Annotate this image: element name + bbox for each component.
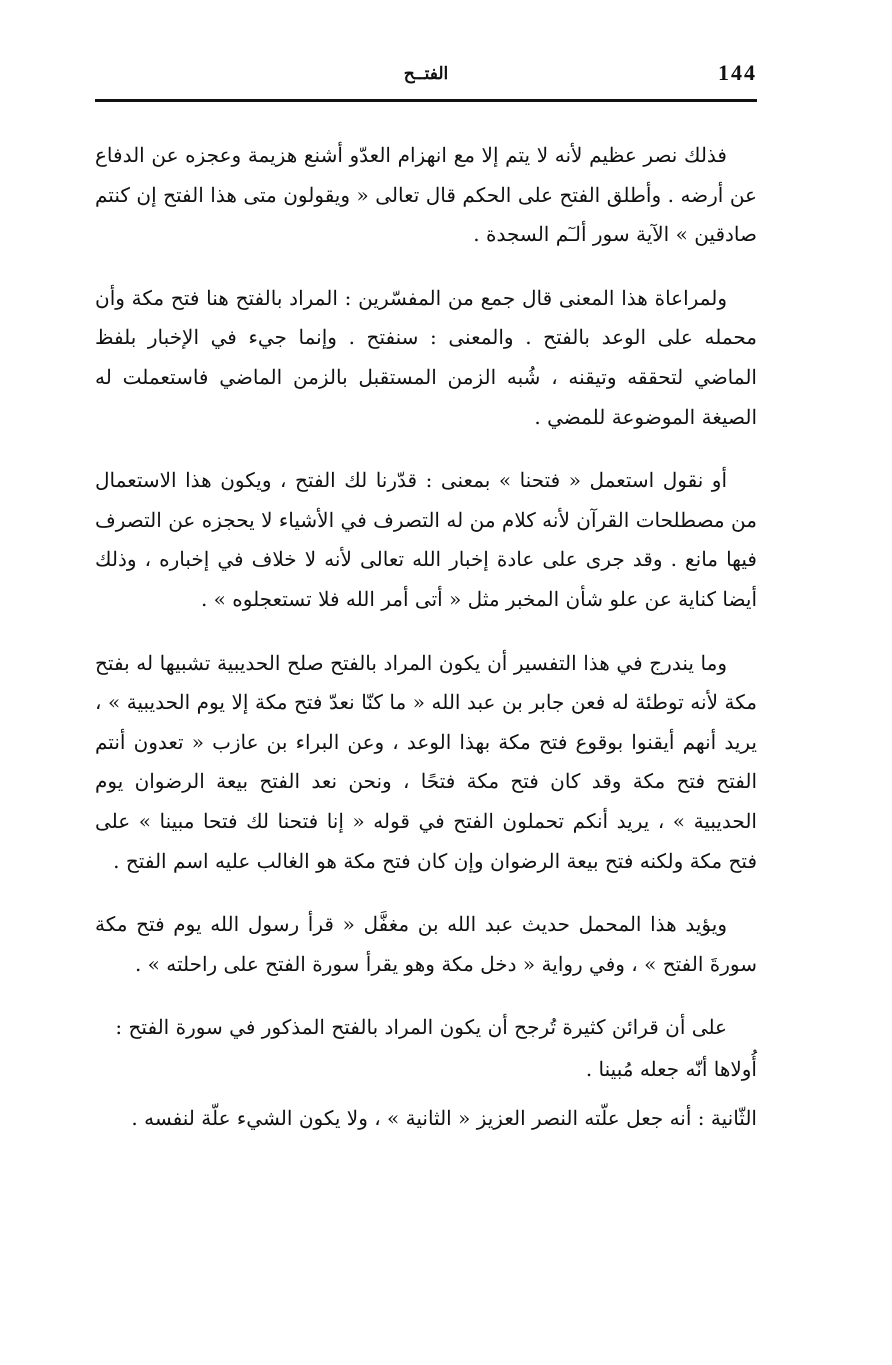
paragraph: على أن قرائن كثيرة تُرجح أن يكون المراد بالفتح المذكور في سورة الفتح : bbox=[115, 1015, 727, 1040]
page-body bbox=[95, 136, 757, 1163]
running-title: الفتــح bbox=[403, 64, 449, 84]
paragraph: فذلك نصر عظيم لأنه لا يتم إلا مع انهزام العدّو أشنع هزيمة وعجزه عن الدفاع عن أرضه . وأطلق الفتح على الحكم قال تعالى « ويقولون متى هذا الفتح إن كنتم صادقين » الآية سور ألـٓم السجدة . bbox=[95, 143, 757, 247]
paragraph: ولمراعاة هذا المعنى قال جمع من المفسّرين : المراد بالفتح هنا فتح مكة وأن محمله على الوعد بالفتح . والمعنى : سنفتح . وإنما جيء في الإخبار بلفظ الماضي لتحققه وتيقنه ، شُبه الزمن المستقبل بالزمن الماضي فاستعملت له الصيغة الموضوعة للمضي . bbox=[95, 285, 757, 429]
paragraph: ويؤيد هذا المحمل حديث عبد الله بن مغفَّل « قرأ رسول الله يوم فتح مكة سورةَ الفتح » ، وفي رواية « دخل مكة وهو يقرأ سورة الفتح على راحلته » . bbox=[95, 912, 757, 976]
list-item: الثّانية : أنه جعل علّته النصر العزيز « الثانية » ، ولا يكون الشيء علّة لنفسه . bbox=[131, 1106, 757, 1131]
list-item: أُولاها أنّه جعله مُبينا . bbox=[585, 1056, 757, 1081]
header-rule bbox=[95, 99, 757, 102]
page-header bbox=[95, 56, 757, 96]
paragraph: أو نقول استعمل « فتحنا » بمعنى : قدّرنا لك الفتح ، ويكون هذا الاستعمال من مصطلحات القرآن لأنه كلام من له التصرف في الأشياء لا يحجزه عن التصرف فيها مانع . وقد جرى على عادة إخبار الله تعالى لأنه لا خلاف في إخباره ، وذلك أيضا كناية عن علو شأن المخبر مثل « أتى أمر الله فلا تستعجلوه » . bbox=[95, 468, 757, 611]
paragraph: وما يندرج في هذا التفسير أن يكون المراد بالفتح صلح الحديبية تشبيها له بفتح مكة لأنه توطئة له فعن جابر بن عبد الله « ما كنّا نعدّ فتح مكة إلا يوم الحديبية » ، يريد أنهم أيقنوا بوقوع فتح مكة بهذا الوعد ، وعن البراء بن عازب « تعدون أنتم الفتح فتح مكة وقد كان فتح مكة فتحًا ، ونحن نعد الفتح بيعة الرضوان يوم الحديبية » ، يريد أنكم تحملون الفتح في قوله « إنا فتحنا لك فتحا مبينا » على فتح مكة ولكنه فتح بيعة الرضوان وإن كان فتح مكة هو الغالب عليه اسم الفتح . bbox=[95, 650, 758, 873]
page-number: 144 bbox=[718, 60, 757, 85]
